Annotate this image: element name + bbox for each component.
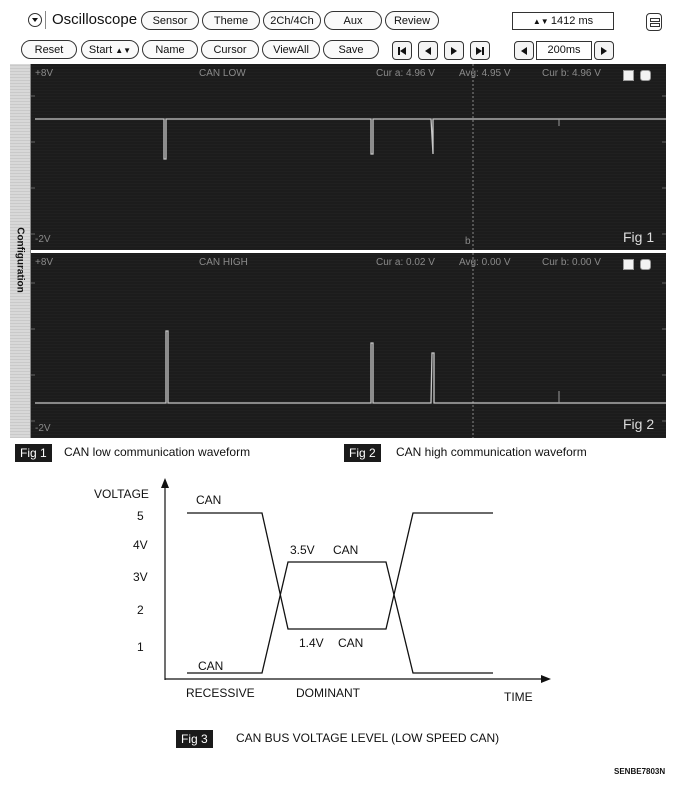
y-tick-5: 5 — [137, 509, 144, 523]
timebase-select[interactable]: 200ms — [536, 41, 592, 60]
y-tick-3: 3V — [133, 570, 148, 584]
panel2-top-scale: +8V — [35, 257, 54, 268]
save-button[interactable]: Save — [323, 40, 379, 59]
dominant-low-voltage-label: 1.4V — [299, 636, 324, 650]
panel1-fig-label: Fig 1 — [623, 229, 655, 245]
panel1-checkbox-2[interactable] — [640, 70, 651, 81]
menu-lines-icon[interactable] — [646, 13, 662, 31]
y-axis-label: VOLTAGE — [94, 487, 149, 501]
review-button[interactable]: Review — [385, 11, 439, 30]
panel2-checkbox-2[interactable] — [640, 259, 651, 270]
fig2-caption-text: CAN high communication waveform — [396, 445, 587, 459]
x-axis-label: TIME — [504, 690, 533, 704]
can-bus-voltage-diagram — [0, 470, 691, 700]
title-menu-icon[interactable] — [28, 13, 42, 27]
panel1-channel-name: CAN LOW — [199, 68, 246, 79]
panel2-average: Avg: 0.00 V — [459, 257, 511, 268]
panel2-channel-name: CAN HIGH — [199, 257, 248, 268]
channels-button[interactable]: 2Ch/4Ch — [263, 11, 321, 30]
name-button[interactable]: Name — [142, 40, 198, 59]
up-down-icon: ▲▼ — [115, 46, 132, 55]
configuration-label: Configuration — [14, 227, 26, 293]
dominant-low-can-label: CAN — [338, 636, 364, 650]
start-button[interactable] — [81, 40, 139, 59]
panel2-cursor-a: Cur a: 0.02 V — [376, 257, 435, 268]
scope-panel-can-high[interactable] — [31, 253, 666, 438]
dominant-label: DOMINANT — [296, 686, 360, 700]
can-low-trace — [187, 513, 493, 629]
y-tick-4: 4V — [133, 538, 148, 552]
fig1-caption-tag: Fig 1 — [15, 444, 52, 462]
dominant-high-voltage-label: 3.5V — [290, 543, 315, 557]
fig1-caption-text: CAN low communication waveform — [64, 445, 251, 459]
start-button-label: Start — [88, 44, 113, 56]
title-separator — [45, 11, 46, 29]
theme-button[interactable]: Theme — [202, 11, 260, 30]
panel1-checkbox-1[interactable] — [623, 70, 634, 81]
step-forward-icon[interactable] — [444, 41, 464, 60]
skip-first-icon[interactable] — [392, 41, 412, 60]
timebase-readout — [512, 12, 614, 30]
decrease-arrow-icon[interactable] — [514, 41, 534, 60]
panel2-fig-label: Fig 2 — [623, 416, 655, 432]
footer-code: SENBE7803N — [614, 767, 666, 776]
panel1-bottom-scale: -2V — [35, 234, 51, 245]
y-axis-arrow — [161, 478, 169, 488]
sensor-button[interactable]: Sensor — [141, 11, 199, 30]
can-high-waveform — [31, 253, 666, 438]
dominant-high-can-label: CAN — [333, 543, 359, 557]
increase-arrow-icon[interactable] — [594, 41, 614, 60]
y-tick-1: 1 — [137, 640, 144, 654]
can-high-recessive-label: CAN — [196, 493, 222, 507]
fig3-caption-text: CAN BUS VOLTAGE LEVEL (LOW SPEED CAN) — [236, 731, 500, 745]
recessive-label: RECESSIVE — [186, 686, 255, 700]
panel1-cursor-b-marker: b — [465, 236, 471, 247]
can-low-recessive-label: CAN — [198, 659, 224, 673]
cursor-button[interactable]: Cursor — [201, 40, 259, 59]
x-axis-arrow — [541, 675, 551, 683]
skip-last-icon[interactable] — [470, 41, 490, 60]
reset-button[interactable]: Reset — [21, 40, 77, 59]
fig2-caption-tag: Fig 2 — [344, 444, 381, 462]
aux-button[interactable]: Aux — [324, 11, 382, 30]
panel1-average: Avg: 4.95 V — [459, 68, 511, 79]
panel2-bottom-scale: -2V — [35, 423, 51, 434]
y-tick-2: 2 — [137, 603, 144, 617]
panel1-top-scale: +8V — [35, 68, 54, 79]
viewall-button[interactable]: ViewAll — [262, 40, 320, 59]
can-low-waveform — [31, 64, 666, 250]
app-title: Oscilloscope — [52, 11, 138, 28]
timebase-readout-icon: ▲▼ — [532, 17, 551, 26]
timebase-readout-value: 1412 ms — [550, 15, 594, 27]
scope-panel-can-low[interactable] — [31, 64, 666, 250]
panel1-cursor-a: Cur a: 4.96 V — [376, 68, 435, 79]
can-high-trace — [187, 562, 493, 673]
panel2-cursor-b: Cur b: 0.00 V — [542, 257, 601, 268]
fig3-caption-tag: Fig 3 — [176, 730, 213, 748]
chevron-down-icon — [29, 14, 41, 26]
step-back-icon[interactable] — [418, 41, 438, 60]
panel2-checkbox-1[interactable] — [623, 259, 634, 270]
panel1-cursor-b: Cur b: 4.96 V — [542, 68, 601, 79]
